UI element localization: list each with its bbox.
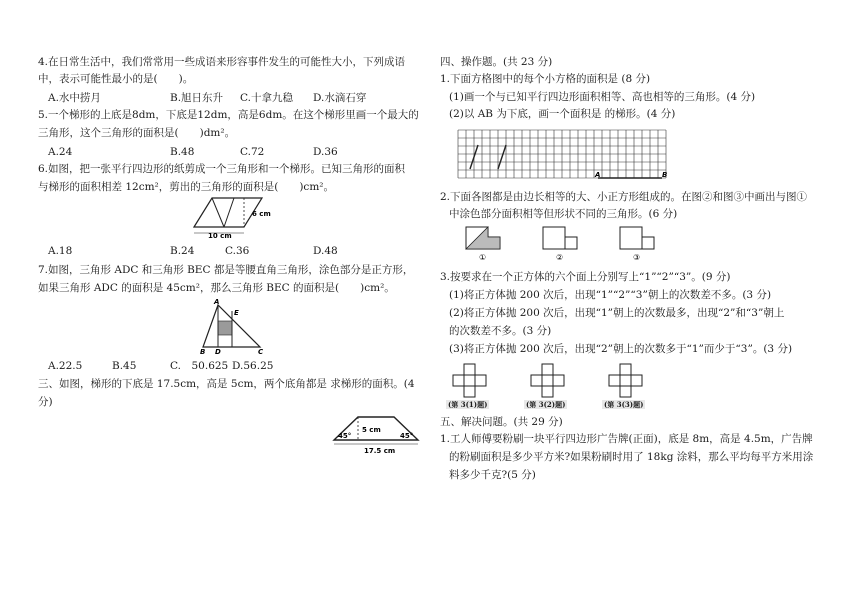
r3-caption-3: (第 3(3)题)	[604, 400, 644, 409]
q5-option-a: A.24	[48, 146, 73, 158]
r1-label-a: A	[595, 171, 601, 179]
q5-option-b: B.48	[170, 146, 195, 158]
q6-height-label: 6 cm	[252, 210, 271, 218]
q6-option-c: C.36	[225, 245, 250, 257]
q6-option-a: A.18	[48, 245, 73, 257]
q6-parallelogram-figure	[184, 195, 280, 241]
q7-label-e: E	[234, 309, 239, 317]
q4-option-b: B.旭日东升	[170, 92, 224, 104]
q7-label-b: B	[200, 348, 206, 355]
q6-base-label: 10 cm	[208, 232, 232, 240]
q5-option-c: C.72	[240, 146, 265, 158]
q6-line2: 与梯形的面积相差 12cm²，剪出的三角形的面积是( )cm²。	[38, 181, 334, 193]
s3-height-label: 5 cm	[362, 426, 381, 434]
r2-label-1: ①	[479, 253, 487, 262]
q6-option-d: D.48	[313, 245, 338, 257]
r2-label-2: ②	[556, 253, 564, 262]
s3-line2: 分)	[38, 396, 53, 408]
s3-angle-left: 45°	[338, 432, 352, 440]
r1-label-b: B	[662, 171, 668, 179]
q7-option-a: A.22.5	[48, 360, 83, 372]
r3-caption-2: (第 3(2)题)	[526, 400, 566, 409]
p1-line3: 料多少千克?(5 分)	[449, 469, 536, 481]
r2-figure-2	[540, 224, 580, 262]
q4-option-d: D.水滴石穿	[313, 92, 367, 104]
q7-label-c: C	[258, 348, 264, 355]
q7-line2: 如果三角形 ADC 的面积是 45cm²，那么三角形 BEC 的面积是( )cm²。	[38, 282, 395, 294]
s3-base-label: 17.5 cm	[364, 447, 396, 455]
q7-label-a: A	[214, 298, 220, 306]
p1-line1: 1.工人师傅要粉刷一块平行四边形广告牌(正面)，底是 8m，高是 4.5m，广告牌	[440, 433, 813, 445]
q4-option-a: A.水中捞月	[48, 92, 101, 104]
r1-sub2: (2)以 AB 为下底，画一个面积是 的梯形。(4 分)	[449, 108, 676, 120]
q6-line1: 6.如图，把一张平行四边形的纸剪成一个三角形和一个梯形。已知三角形的面积	[38, 163, 406, 175]
q5-line2: 三角形，这个三角形的面积是( )dm²。	[38, 127, 236, 139]
r3-caption-1: (第 3(1)题)	[448, 400, 488, 409]
q6-option-b: B.24	[170, 245, 195, 257]
r1-sub1: (1)画一个与已知平行四边形面积相等、高也相等的三角形。(4 分)	[449, 91, 756, 103]
q7-triangle-figure	[198, 297, 274, 355]
q5-line1: 5.一个梯形的上底是8dm，下底是12dm，高是6dm。在这个梯形里画一个最大的	[38, 109, 419, 121]
q4-line2: 中，表示可能性最小的是( )。	[38, 73, 194, 85]
p1-line2: 的粉刷面积是多少平方米?如果粉刷时用了 18kg 涂料，那么平均每平方米用涂	[449, 451, 814, 463]
q7-option-b: B.45	[112, 360, 137, 372]
r1-line: 1.下面方格图中的每个小方格的面积是 (8 分)	[440, 73, 651, 85]
r2-label-3: ③	[633, 253, 641, 262]
q7-line1: 7.如图，三角形 ADC 和三角形 BEC 都是等腰直角三角形，涂色部分是正方形，	[38, 264, 414, 276]
r3-sub2a: (2)将正方体抛 200 次后，出现“1”朝上的次数最多，出现“2”和“3”朝上	[449, 307, 785, 319]
s3-angle-right: 45°	[400, 432, 414, 440]
s3-trapezoid-figure	[330, 409, 424, 455]
q7-label-d: D	[215, 348, 221, 355]
r2-line1: 2.下面各图都是由边长相等的大、小正方形组成的。在图②和图③中画出与图①	[440, 191, 808, 203]
r3-sub1: (1)将正方体抛 200 次后，出现“1”“2”“3”朝上的次数差不多。(3 分)	[449, 289, 772, 301]
section4-title: 四、操作题。(共 23 分)	[440, 56, 553, 68]
r1-grid-figure	[454, 126, 674, 182]
r3-sub3: (3)将正方体抛 200 次后，出现“2”朝上的次数多于“1”而少于“3”。(3 分)	[449, 343, 793, 355]
r2-figure-1	[463, 224, 503, 262]
r3-line: 3.按要求在一个正方体的六个面上分别写上“1”“2”“3”。(9 分)	[440, 271, 731, 283]
r3-sub2b: 的次数差不多。(3 分)	[449, 325, 552, 337]
r2-line2: 中涂色部分面积相等但形状不同的三角形。(6 分)	[449, 208, 678, 220]
r2-figure-3	[617, 224, 657, 262]
s3-line1: 三、如图，梯形的下底是 17.5cm，高是 5cm，两个底角都是 求梯形的面积。(4	[38, 378, 415, 390]
q5-option-d: D.36	[313, 146, 338, 158]
section5-title: 五、解决问题。(共 29 分)	[440, 416, 563, 428]
q4-line1: 4.在日常生活中，我们常常用一些成语来形容事件发生的可能性大小，下列成语	[38, 56, 406, 68]
q7-option-c: C. 50.625	[170, 360, 229, 372]
q7-option-d: D.56.25	[232, 360, 274, 372]
q4-option-c: C.十拿九稳	[240, 92, 293, 104]
